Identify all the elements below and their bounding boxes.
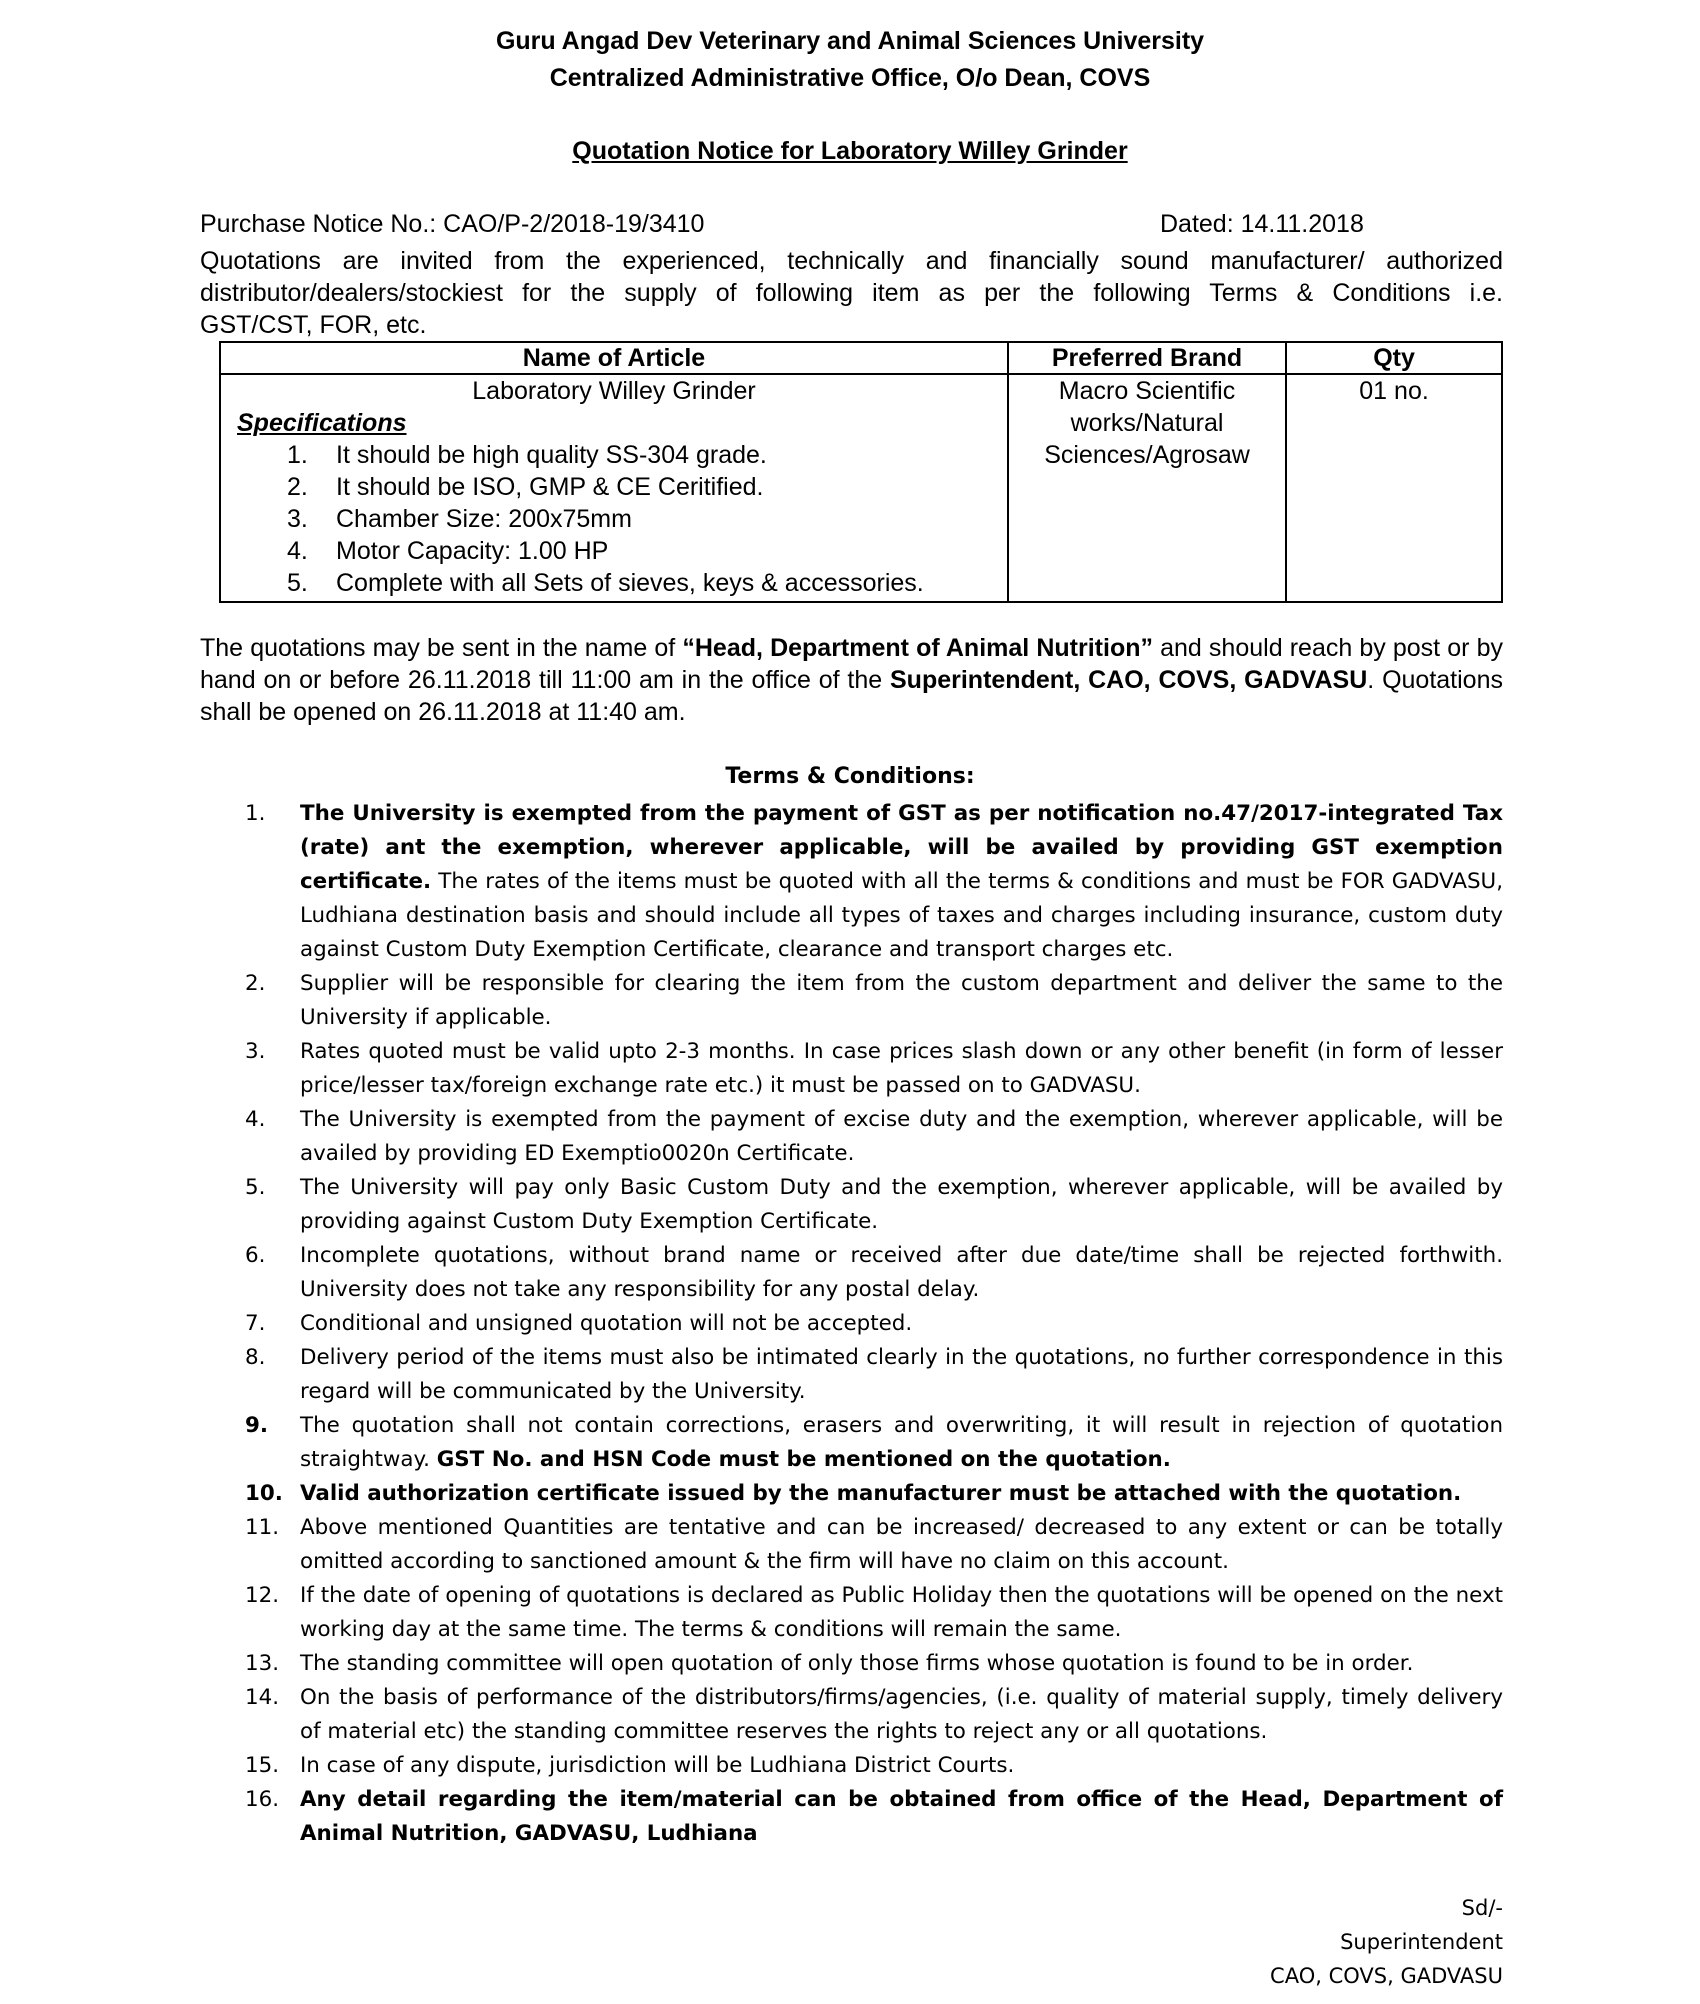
term-text [300,1477,1503,1511]
intro-line-1: Quotations are invited from the experienced, technically and financially sound manufacturer/ authorized [200,247,1503,275]
spec-number: 4. [287,537,308,565]
notice-date: Dated: 14.11.2018 [1160,210,1364,238]
term-body: In case of any dispute, jurisdiction will be Ludhiana District Courts. [300,1753,1015,1778]
term-item [245,1749,1503,1783]
list-item [221,471,1007,503]
list-item [221,535,1007,567]
term-body: On the basis of performance of the distributors/firms/agencies, (i.e. quality of material supply, timely delivery of material etc) the standing committee reserves the rights to reject any or all quotations. [300,1685,1503,1744]
header-preferred-brand: Preferred Brand [1008,342,1286,374]
term-number: 2. [245,971,266,996]
intro-line-3: GST/CST, FOR, etc. [200,311,427,339]
brand-line: Sciences/Agrosaw [1044,441,1250,469]
article-name: Laboratory Willey Grinder [472,377,756,405]
submission-paragraph [200,632,1503,728]
term-number: 12. [245,1583,280,1608]
submission-text-2: and should reach by post or by hand on or before 26.11.2018 till 11:00 am in the office of the [200,634,1503,694]
submission-addressee: “Head, Department of Animal Nutrition” [682,634,1153,662]
term-number: 8. [245,1345,266,1370]
list-item [221,439,1007,471]
term-text [300,1579,1503,1647]
term-item [245,1239,1503,1307]
signature-designation: Superintendent [1340,1930,1503,1954]
term-text [300,1409,1503,1477]
term-body: Conditional and unsigned quotation will not be accepted. [300,1311,913,1336]
term-item [245,1341,1503,1409]
specifications-heading: Specifications [237,409,407,437]
term-emphasis: The University is exempted from the payment of GST as per notification no.47/2017-integrated Tax (rate) ant the exemption, wherever applicable, will be availed by providing GST exemption certificate. [300,801,1503,894]
submission-text-3: . Quotations shall be opened on 26.11.2018 at 11:40 am. [200,666,1503,726]
term-number: 6. [245,1243,266,1268]
term-body: The standing committee will open quotation of only those firms whose quotation is found to be in order. [300,1651,1414,1676]
article-cell [220,374,1008,602]
term-body: Incomplete quotations, without brand name or received after due date/time shall be rejected forthwith. University does not take any responsibility for any postal delay. [300,1243,1503,1302]
table-row [220,374,1502,602]
header-qty: Qty [1286,342,1502,374]
term-number: 5. [245,1175,266,1200]
specifications-list [221,439,1007,599]
page-title: Quotation Notice for Laboratory Willey Grinder [572,137,1128,165]
submission-office: Superintendent, CAO, COVS, GADVASU [890,666,1368,694]
intro-line-2: distributor/dealers/stockiest for the supply of following item as per the following Terms & Conditions i.e. [200,279,1503,307]
term-item [245,1783,1503,1851]
term-text [300,1647,1503,1681]
term-item [245,1103,1503,1171]
term-item [245,1409,1503,1477]
term-item [245,1035,1503,1103]
term-text [300,797,1503,967]
term-item [245,797,1503,967]
term-item [245,1647,1503,1681]
spec-text: It should be ISO, GMP & CE Ceritified. [336,473,764,501]
term-item [245,1511,1503,1579]
term-number: 13. [245,1651,280,1676]
term-number: 9. [245,1413,269,1438]
term-number: 3. [245,1039,266,1064]
purchase-notice-number: Purchase Notice No.: CAO/P-2/2018-19/3410 [200,210,705,238]
term-number: 15. [245,1753,280,1778]
term-emphasis: Valid authorization certificate issued by the manufacturer must be attached with the quotation. [300,1481,1462,1506]
spec-text: Chamber Size: 200x75mm [336,505,632,533]
term-body: Supplier will be responsible for clearing the item from the custom department and deliver the same to the University if applicable. [300,971,1503,1030]
term-text [300,1239,1503,1307]
term-item [245,1477,1503,1511]
term-body: The University is exempted from the payment of excise duty and the exemption, wherever applicable, will be availed by providing ED Exemptio0020n Certificate. [300,1107,1503,1166]
list-item [221,567,1007,599]
spec-number: 5. [287,569,308,597]
term-body: Above mentioned Quantities are tentative and can be increased/ decreased to any extent or can be totally omitted according to sanctioned amount & the firm will have no claim on this account. [300,1515,1503,1574]
term-item [245,1307,1503,1341]
term-text [300,1171,1503,1239]
term-item [245,967,1503,1035]
table-header-row [220,342,1502,374]
spec-number: 2. [287,473,308,501]
term-text [300,967,1503,1035]
term-item [245,1171,1503,1239]
qty-value: 01 no. [1359,377,1429,405]
brand-line: works/Natural [1070,409,1224,437]
term-body: The University will pay only Basic Custom Duty and the exemption, wherever applicable, will be availed by providing against Custom Duty Exemption Certificate. [300,1175,1503,1234]
terms-heading: Terms & Conditions: [725,764,975,789]
university-name: Guru Angad Dev Veterinary and Animal Sciences University [495,27,1205,55]
signature-block [1270,1891,1503,1993]
term-emphasis: Any detail regarding the item/material can be obtained from office of the Head, Department of Animal Nutrition, GADVASU, Ludhiana [300,1787,1503,1846]
term-number: 10. [245,1481,283,1506]
term-emphasis: GST No. and HSN Code must be mentioned on the quotation. [436,1447,1171,1472]
term-number: 7. [245,1311,266,1336]
term-text [300,1035,1503,1103]
items-table [219,341,1503,603]
term-body: Delivery period of the items must also be intimated clearly in the quotations, no further correspondence in this regard will be communicated by the University. [300,1345,1503,1404]
spec-number: 1. [287,441,308,469]
header-name-of-article: Name of Article [220,342,1008,374]
submission-text-1: The quotations may be sent in the name of [200,634,683,662]
term-text [300,1783,1503,1851]
list-item [221,503,1007,535]
brand-cell [1008,374,1286,602]
office-name: Centralized Administrative Office, O/o Dean, COVS [549,64,1151,92]
term-text [300,1681,1503,1749]
term-text [300,1103,1503,1171]
signature-office: CAO, COVS, GADVASU [1270,1964,1503,1988]
term-number: 1. [245,801,266,826]
terms-list [245,797,1503,1851]
term-number: 4. [245,1107,266,1132]
term-body: The rates of the items must be quoted with all the terms & conditions and must be FOR GADVASU, Ludhiana destination basis and should include all types of taxes and charges including insurance, custom duty against Custom Duty Exemption Certificate, clearance and transport charges etc. [300,869,1503,962]
term-body: Rates quoted must be valid upto 2-3 months. In case prices slash down or any other benefit (in form of lesser price/lesser tax/foreign exchange rate etc.) it must be passed on to GADVASU. [300,1039,1503,1098]
term-text [300,1341,1503,1409]
term-text [300,1749,1503,1783]
term-body: If the date of opening of quotations is declared as Public Holiday then the quotations will be opened on the next working day at the same time. The terms & conditions will remain the same. [300,1583,1503,1642]
brand-line: Macro Scientific [1058,377,1236,405]
qty-cell [1286,374,1502,602]
term-item [245,1579,1503,1647]
term-text [300,1307,1503,1341]
term-number: 11. [245,1515,280,1540]
spec-text: Complete with all Sets of sieves, keys & accessories. [336,569,924,597]
term-item [245,1681,1503,1749]
term-text [300,1511,1503,1579]
spec-text: It should be high quality SS-304 grade. [336,441,767,469]
term-number: 16. [245,1787,280,1812]
signature-sd: Sd/- [1461,1896,1503,1920]
spec-number: 3. [287,505,308,533]
term-number: 14. [245,1685,280,1710]
term-body: The quotation shall not contain corrections, erasers and overwriting, it will result in rejection of quotation straightway. [300,1413,1503,1472]
spec-text: Motor Capacity: 1.00 HP [336,537,609,565]
